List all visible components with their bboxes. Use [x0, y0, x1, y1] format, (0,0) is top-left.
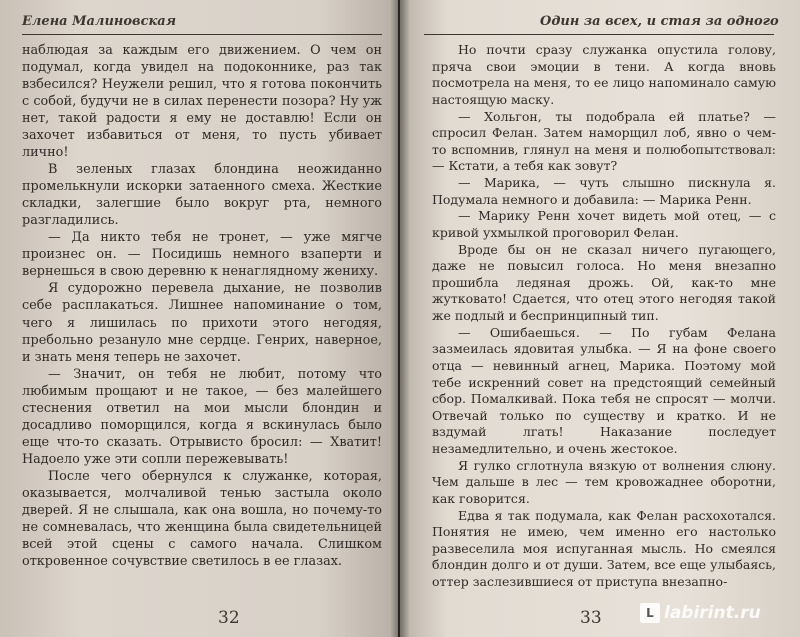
paragraph: — Да никто тебя не тронет, — уже мягче произнес он. — Посидишь немного взаперти и вернешься в свою деревню к ненаглядному жениху.	[22, 230, 382, 280]
right-page-text	[432, 42, 776, 591]
left-page-text	[22, 42, 382, 570]
paragraph: Едва я так подумала, как Фелан расхохотался. Понятия не имею, чем именно его настолько развеселила моя испуганная мысль. Но смеялся блондин долго и от души. Затем, все еще улыбаясь, оттер заслезившиеся от приступа внезапно-	[432, 507, 776, 589]
paragraph: Я судорожно перевела дыхание, не позволив себе расплакаться. Лишнее напоминание о том, чего я лишилась по прихоти этого негодяя, пребольно резануло мне сердце. Генрих, наверное, и знать меня теперь не захочет.	[22, 281, 382, 365]
labirint-logo-icon: L	[640, 603, 660, 623]
paragraph: После чего обернулся к служанке, которая, оказывается, молчаливой тенью застыла около дверей. Я не слышала, как она вошла, но почему-то не сомневалась, что женщина была свидетельницей всей этой сцены с самого начала. Слишком откровенное сочувствие светилось в ее глазах.	[22, 468, 382, 569]
right-running-header: Один за всех, и стая за одного	[540, 14, 779, 29]
paragraph: Я гулко сглотнула вязкую от волнения слюну. Чем дальше в лес — тем кровожаднее оборотни, как говорится.	[432, 457, 776, 506]
book-gutter	[390, 0, 410, 637]
left-page	[0, 0, 398, 637]
paragraph: — Марику Ренн хочет видеть мой отец, — с кривой ухмылкой проговорил Фелан.	[432, 208, 776, 240]
watermark	[640, 603, 761, 623]
paragraph: — Хольгон, ты подобрала ей платье? — спросил Фелан. Затем наморщил лоб, явно о чем-то вспомнив, глянул на меня и полюбопытствовал: — Кстати, а тебя как зовут?	[432, 108, 776, 174]
paragraph: — Значит, он тебя не любит, потому что любимым прощают и не такое, — без малейшего стеснения ответил на мои мысли блондин и досадливо поморщился, когда я вскинулась было еще что-то сказать. Отрывисто бросил: — Хватит! Надоело уже эти сопли пережевывать!	[22, 366, 382, 467]
paragraph: — Марика, — чуть слышно пискнула я. Подумала немного и добавила: — Марика Ренн.	[432, 175, 776, 207]
paragraph: В зеленых глазах блондина неожиданно промелькнули искорки затаенного смеха. Жесткие складки, залегшие было вокруг рта, немного разгладились.	[22, 162, 382, 229]
right-page-number: 33	[580, 608, 602, 628]
left-page-number: 32	[218, 608, 240, 628]
paragraph: Вроде бы он не сказал ничего пугающего, даже не повысил голоса. Но меня внезапно прошибла ледяная дрожь. Ой, как-то мне жутковато! Сдается, что отец этого негодяя такой же подлый и беспринципный тип.	[432, 241, 776, 323]
paragraph: — Ошибаешься. — По губам Фелана зазмеилась ядовитая улыбка. — Я на фоне своего отца — невинный агнец, Марика. Поэтому мой тебе искренний совет на предстоящий семейный сбор. Помалкивай. Пока тебя не спросят — молчи. Отвечай только по существу и кратко. И не вздумай лгать! Наказание последует незамедлительно, и очень жестокое.	[432, 324, 776, 456]
watermark-text: labirint.ru	[664, 603, 761, 623]
left-header-rule	[22, 34, 382, 35]
paragraph: наблюдая за каждым его движением. О чем он подумал, когда увидел на подоконнике, раз так взбесился? Неужели решил, что я готова покончить с собой, будучи не в силах перенести позора? Ну уж нет, такой радости я ему не доставлю! Если он захочет избавиться от меня, то пусть убивает лично!	[22, 43, 382, 161]
right-page	[400, 0, 800, 637]
right-header-rule	[424, 34, 774, 35]
left-running-header: Елена Малиновская	[22, 14, 177, 29]
paragraph: Но почти сразу служанка опустила голову, пряча свои эмоции в тени. А когда вновь посмотрела на меня, то ее лицо напоминало самую настоящую маску.	[432, 42, 776, 107]
